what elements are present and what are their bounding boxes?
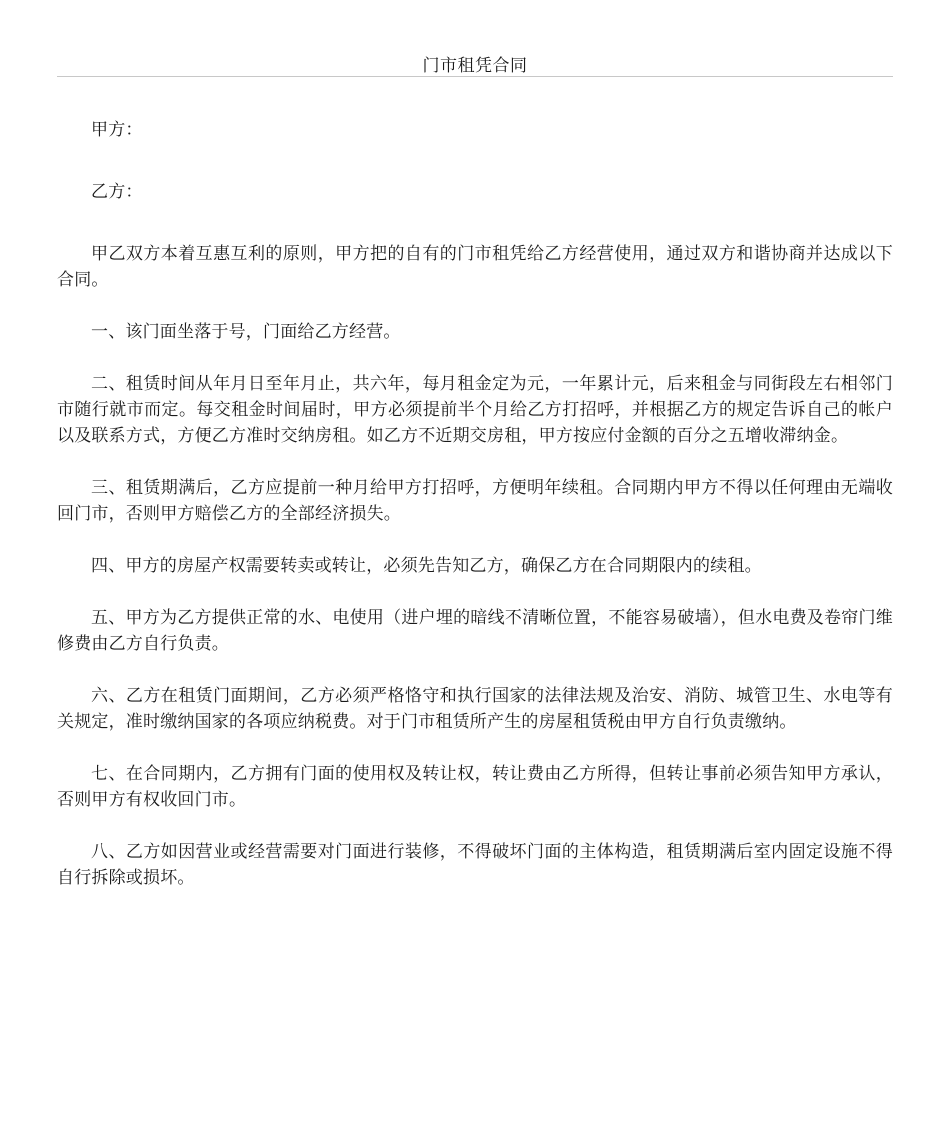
clause-3-paragraph: 三、租赁期满后，乙方应提前一种月给甲方打招呼，方便明年续租。合同期内甲方不得以任何理由无端收回门市，否则甲方赔偿乙方的全部经济损失。	[57, 478, 893, 524]
header-title: 门市租凭合同	[422, 56, 528, 76]
clause-1-paragraph: 一、该门面坐落于号，门面给乙方经营。	[91, 322, 401, 342]
page-header	[57, 0, 893, 77]
clause-4-paragraph: 四、甲方的房屋产权需要转卖或转让，必须先告知乙方，确保乙方在合同期限内的续租。	[91, 556, 762, 576]
party-a-label: 甲方：	[91, 120, 143, 140]
clause-5-paragraph: 五、甲方为乙方提供正常的水、电使用（进户埋的暗线不清晰位置，不能容易破墙），但水电费及卷帘门维修费由乙方自行负责。	[57, 608, 893, 654]
document-page	[57, 0, 893, 917]
preamble-paragraph: 甲乙双方本着互惠互利的原则，甲方把的自有的门市租凭给乙方经营使用，通过双方和谐协商并达成以下合同。	[57, 244, 893, 290]
clause-6-paragraph: 六、乙方在租赁门面期间，乙方必须严格恪守和执行国家的法律法规及治安、消防、城管卫生、水电等有关规定，准时缴纳国家的各项应纳税费。对于门市租赁所产生的房屋租赁税由甲方自行负责缴纳。	[57, 686, 893, 732]
clause-2-paragraph: 二、租赁时间从年月日至年月止，共六年，每月租金定为元，一年累计元，后来租金与同街段左右相邻门市随行就市而定。每交租金时间届时，甲方必须提前半个月给乙方打招呼，并根据乙方的规定告诉自己的帐户以及联系方式，方便乙方准时交纳房租。如乙方不近期交房租，甲方按应付金额的百分之五增收滞纳金。	[57, 374, 893, 446]
clause-7-paragraph: 七、在合同期内，乙方拥有门面的使用权及转让权，转让费由乙方所得，但转让事前必须告知甲方承认，否则甲方有权收回门市。	[57, 764, 893, 810]
document-body	[57, 117, 893, 891]
clause-8-paragraph: 八、乙方如因营业或经营需要对门面进行装修，不得破坏门面的主体构造，租赁期满后室内固定设施不得自行拆除或损坏。	[57, 842, 893, 888]
party-b-label: 乙方：	[91, 182, 143, 202]
